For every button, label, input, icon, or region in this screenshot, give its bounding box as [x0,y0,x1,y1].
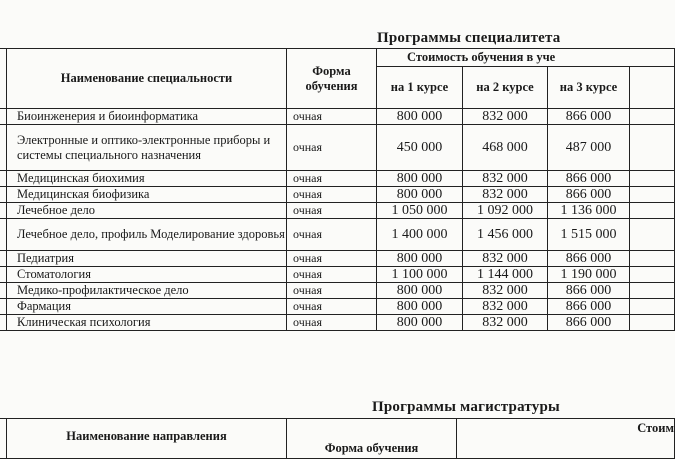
study-form: очная [287,315,377,331]
cost-year-2: 468 000 [463,125,548,171]
cost-year-1: 800 000 [377,283,463,299]
table-row [0,283,675,299]
section-title-master: Программы магистратуры [372,399,560,415]
program-name: Стоматология [7,267,287,283]
program-name: Лечебное дело, профиль Моделирование здоровья [7,219,287,251]
table-row [0,171,675,187]
cost-year-1: 1 050 000 [377,203,463,219]
study-form: очная [287,299,377,315]
header-form: Форма обучения [287,49,377,109]
program-name: Лечебное дело [7,203,287,219]
cost-year-2: 1 144 000 [463,267,548,283]
study-form: очная [287,109,377,125]
study-form: очная [287,187,377,203]
cost-year-2: 1 092 000 [463,203,548,219]
study-form: очная [287,251,377,267]
cost-year-3: 866 000 [548,299,630,315]
table-row [0,109,675,125]
cost-year-4 [630,125,675,171]
cost-year-1: 800 000 [377,251,463,267]
cost-year-3: 1 190 000 [548,267,630,283]
program-name: Медицинская биофизика [7,187,287,203]
study-form: очная [287,171,377,187]
program-name: Медико-профилактическое дело [7,283,287,299]
table-row [0,267,675,283]
program-name: Медицинская биохимия [7,171,287,187]
cost-year-4 [630,187,675,203]
table-row [0,203,675,219]
study-form: очная [287,267,377,283]
cost-year-4 [630,219,675,251]
program-name: Педиатрия [7,251,287,267]
cost-year-4 [630,203,675,219]
cost-year-2: 832 000 [463,251,548,267]
study-form: очная [287,219,377,251]
cost-year-3: 866 000 [548,109,630,125]
header-name: Наименование специальности [7,49,287,109]
header-direction-name: Наименование направления [7,419,287,459]
cost-year-1: 450 000 [377,125,463,171]
cost-year-4 [630,251,675,267]
table-row [0,125,675,171]
cost-year-2: 832 000 [463,171,548,187]
program-name: Электронные и оптико-электронные приборы и системы специального назначения [7,125,287,171]
section-title-specialist: Программы специалитета [377,30,561,46]
cost-year-3: 866 000 [548,315,630,331]
cost-year-4 [630,283,675,299]
program-name: Биоинженерия и биоинформатика [7,109,287,125]
cost-year-1: 800 000 [377,187,463,203]
cost-year-3: 1 515 000 [548,219,630,251]
cost-year-2: 832 000 [463,299,548,315]
header-cost: Стоимость обучения в уче [377,49,675,67]
cost-year-2: 832 000 [463,187,548,203]
cost-year-3: 1 136 000 [548,203,630,219]
cost-year-1: 1 400 000 [377,219,463,251]
header-form: Форма обучения [287,419,457,459]
cost-year-2: 832 000 [463,109,548,125]
header-year-3: на 3 курсе [548,67,630,109]
program-name: Фармация [7,299,287,315]
cost-year-2: 832 000 [463,315,548,331]
cost-year-1: 1 100 000 [377,267,463,283]
study-form: очная [287,283,377,299]
cost-year-3: 866 000 [548,171,630,187]
cost-year-3: 866 000 [548,283,630,299]
cost-year-4 [630,299,675,315]
cost-year-4 [630,109,675,125]
table-row [0,219,675,251]
header-year-2: на 2 курсе [463,67,548,109]
cost-year-2: 1 456 000 [463,219,548,251]
table-row [0,299,675,315]
program-name: Клиническая психология [7,315,287,331]
header-cost: Стоим [457,419,675,459]
table-row [0,315,675,331]
cost-year-4 [630,315,675,331]
study-form: очная [287,125,377,171]
cost-year-2: 832 000 [463,283,548,299]
cost-year-4 [630,171,675,187]
cost-year-3: 866 000 [548,187,630,203]
header-year-4 [630,67,675,109]
cost-year-3: 866 000 [548,251,630,267]
cost-year-1: 800 000 [377,171,463,187]
specialist-programs-table [0,48,675,331]
cost-year-1: 800 000 [377,299,463,315]
table-row [0,187,675,203]
header-year-1: на 1 курсе [377,67,463,109]
table-row [0,251,675,267]
cost-year-3: 487 000 [548,125,630,171]
study-form: очная [287,203,377,219]
cost-year-1: 800 000 [377,315,463,331]
cost-year-1: 800 000 [377,109,463,125]
cost-year-4 [630,267,675,283]
master-programs-table [0,418,675,459]
